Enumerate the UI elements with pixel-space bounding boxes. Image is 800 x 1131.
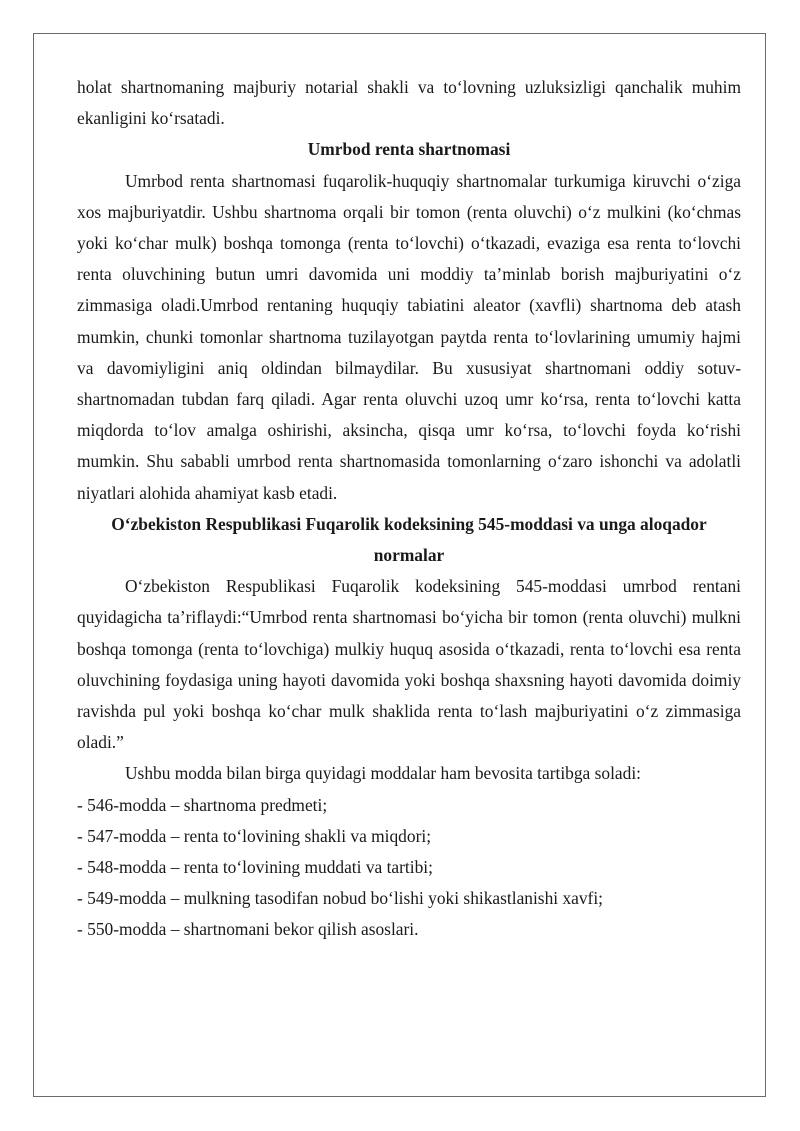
list-item: - 547-modda – renta to‘lovining shakli va miqdori; (77, 825, 432, 846)
document-body (77, 72, 741, 946)
section-paragraph-umrbod-renta: Umrbod renta shartnomasi fuqarolik-huquqiy shartnomalar turkumiga kiruvchi o‘ziga xos majburiyatdir. Ushbu shartnoma orqali bir tomon (renta oluvchi) o‘z mulkini (ko‘chmas yoki ko‘char mulk) boshqa tomonga (renta to‘lovchi) o‘tkazadi, evaziga esa renta to‘lovchi renta oluvchining butun umri davomida uni moddiy ta’minlab borish majburiyatini o‘z zimmasiga oladi.Umrbod rentaning huquqiy tabiatini aleator (xavfli) shartnoma deb atash mumkin, chunki tomonlar shartnoma tuzilayotgan paytda renta to‘lovlarining umumiy hajmi va davomiyligini aniq oldindan bilmaydilar. Bu xususiyat shartnomani oddiy sotuv-shartnomadan tubdan farq qiladi. Agar renta oluvchi uzoq umr ko‘rsa, renta to‘lovchi katta miqdorda to‘lov amalga oshirishi, aksincha, qisqa umr ko‘rsa, to‘lovchi foyda ko‘rishi mumkin. Shu sababli umrbod renta shartnomasida tomonlarning o‘zaro ishonchi va adolatli niyatlari alohida ahamiyat kasb etadi. (77, 170, 741, 503)
list-item: - 550-modda – shartnomani bekor qilish asoslari. (77, 919, 419, 940)
section-heading-545-modda: O‘zbekiston Respublikasi Fuqarolik kodeksining 545-moddasi va unga aloqador normalar (111, 513, 707, 566)
intro-paragraph: holat shartnomaning majburiy notarial shakli va to‘lovning uzluksizligi qanchalik muhim ekanligini ko‘rsatadi. (77, 77, 741, 129)
section-paragraph-545-modda: O‘zbekiston Respublikasi Fuqarolik kodeksining 545-moddasi umrbod rentani quyidagicha ta’riflaydi:“Umrbod renta shartnomasi bo‘yicha bir tomon (renta oluvchi) mulkni boshqa tomonga (renta to‘lovchiga) mulkiy huquq asosida o‘tkazadi, renta to‘lovchi esa renta oluvchining foydasiga uning hayoti davomida yoki boshqa shaxsning hayoti davomida doimiy ravishda pul yoki boshqa ko‘char mulk shaklida renta to‘lash majburiyatini o‘z zimmasiga oladi.” (77, 576, 741, 753)
list-item: - 546-modda – shartnoma predmeti; (77, 794, 328, 815)
list-item: - 548-modda – renta to‘lovining muddati va tartibi; (77, 857, 433, 878)
section-heading-umrbod-renta: Umrbod renta shartnomasi (307, 139, 511, 160)
list-item: - 549-modda – mulkning tasodifan nobud bo‘lishi yoki shikastlanishi xavfi; (77, 888, 604, 909)
list-intro: Ushbu modda bilan birga quyidagi moddalar ham bevosita tartibga soladi: (125, 763, 641, 784)
